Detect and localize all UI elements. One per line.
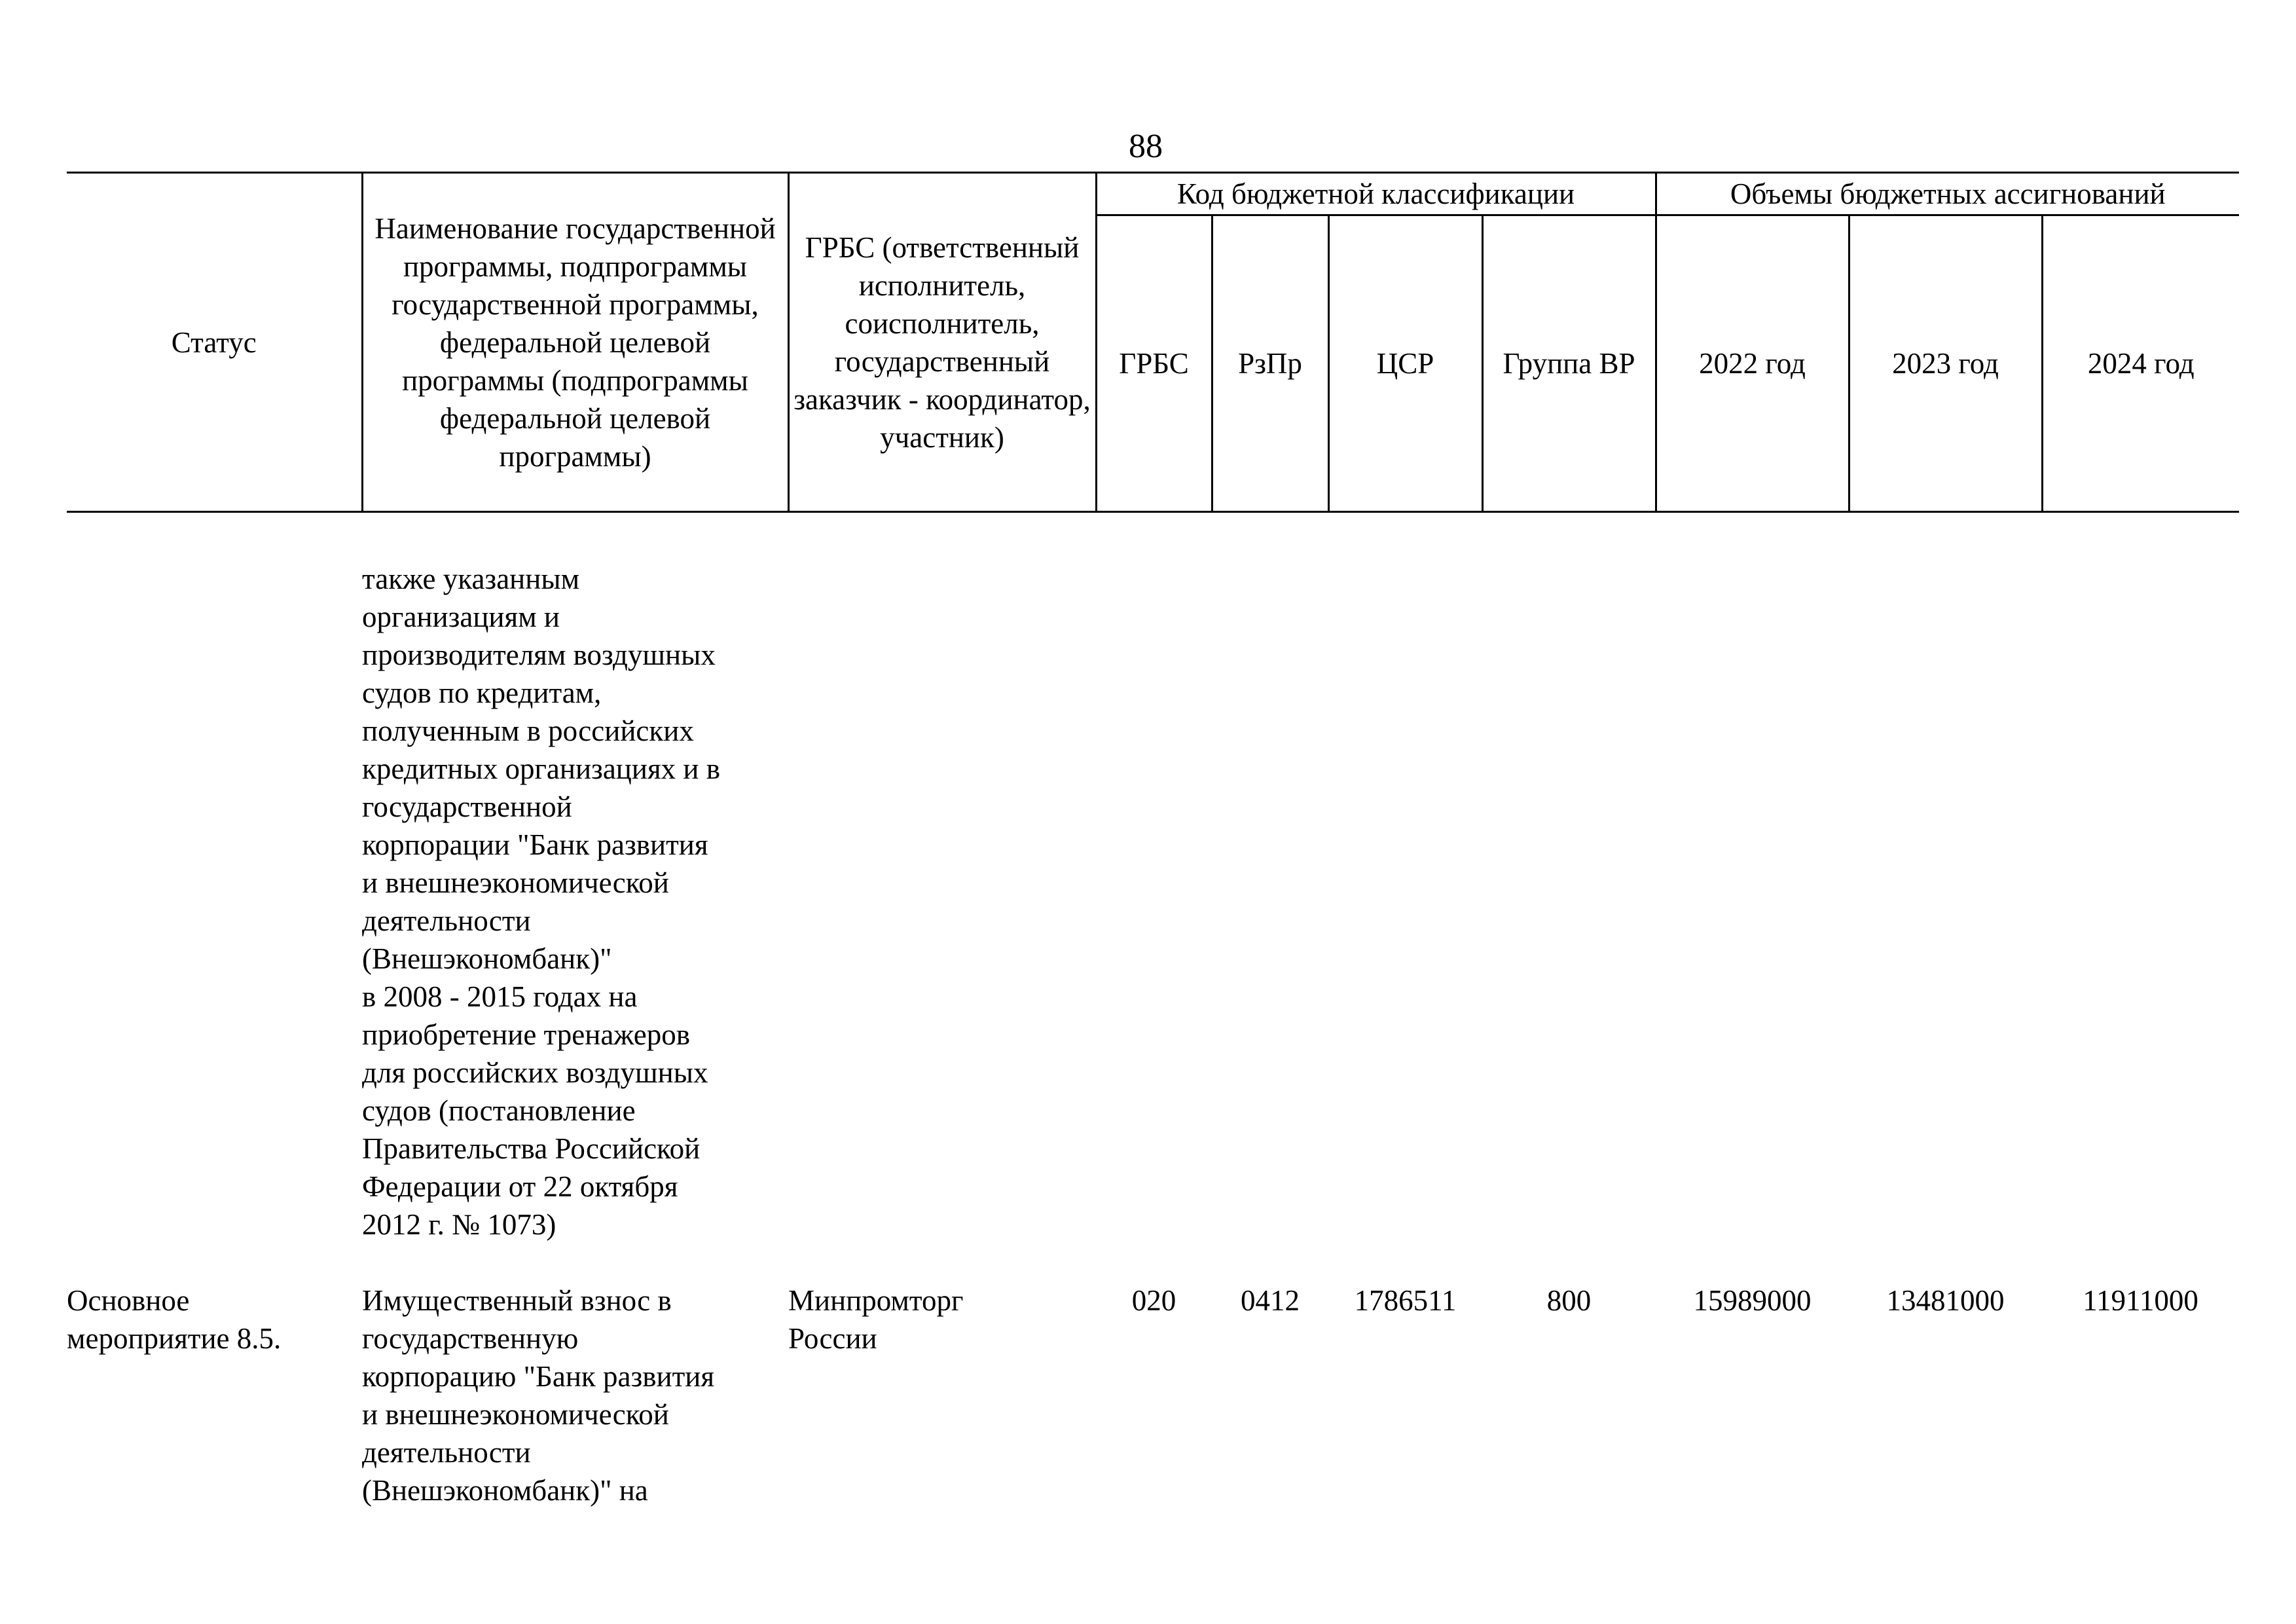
table-header xyxy=(67,173,2239,512)
budget-table xyxy=(67,172,2239,1509)
header-year-2023: 2023 год xyxy=(1849,215,2042,512)
row-rzpr: 0412 xyxy=(1241,1284,1300,1317)
row-status: Основное мероприятие 8.5. xyxy=(67,1284,282,1355)
row-name: также указанным организациям и производителям воздушных судов по кредитам, полученным в российских кредитных организациях и в государственной корпорации "Банк развития и внешнеэкономической деятельности (Внешэкономбанк)" в 2008 - 2015 годах на приобретение тренажеров для российских воздушных судов (постановление Правительства Российской Федерации от 22 октября 2012 г. № 1073) xyxy=(362,563,720,1241)
row-2023: 13481000 xyxy=(1886,1284,2005,1317)
header-rzpr: РзПр xyxy=(1212,215,1328,512)
page-number: 88 xyxy=(1129,128,1163,165)
table-row xyxy=(67,1244,2239,1509)
table-row xyxy=(67,512,2239,1244)
row-responsible: Минпромторг России xyxy=(788,1284,964,1355)
row-name: Имущественный взнос в государственную корпорацию "Банк развития и внешнеэкономической деятельности (Внешэкономбанк)" на xyxy=(362,1284,715,1507)
header-responsible: ГРБС (ответственный исполнитель, соисполнитель, государственный заказчик - координатор, участник) xyxy=(788,173,1096,512)
row-vr-group: 800 xyxy=(1546,1284,1592,1317)
header-status: Статус xyxy=(67,173,362,512)
row-2024: 11911000 xyxy=(2083,1284,2198,1317)
row-csr: 1786511 xyxy=(1354,1284,1457,1317)
header-year-2024: 2024 год xyxy=(2042,215,2239,512)
header-name: Наименование государственной программы, подпрограммы государственной программы, федеральной целевой программы (подпрограммы федеральной целевой программы) xyxy=(362,173,788,512)
header-vr-group: Группа ВР xyxy=(1482,215,1656,512)
header-grbs: ГРБС xyxy=(1096,215,1212,512)
row-2022: 15989000 xyxy=(1693,1284,1812,1317)
header-budget-volume-group: Объемы бюджетных ассигнований xyxy=(1656,173,2239,215)
row-grbs: 020 xyxy=(1131,1284,1176,1317)
header-year-2022: 2022 год xyxy=(1656,215,1849,512)
row-status xyxy=(67,512,362,1244)
header-budget-code-group: Код бюджетной классификации xyxy=(1096,173,1656,215)
header-csr: ЦСР xyxy=(1328,215,1482,512)
table-body xyxy=(67,512,2239,1510)
